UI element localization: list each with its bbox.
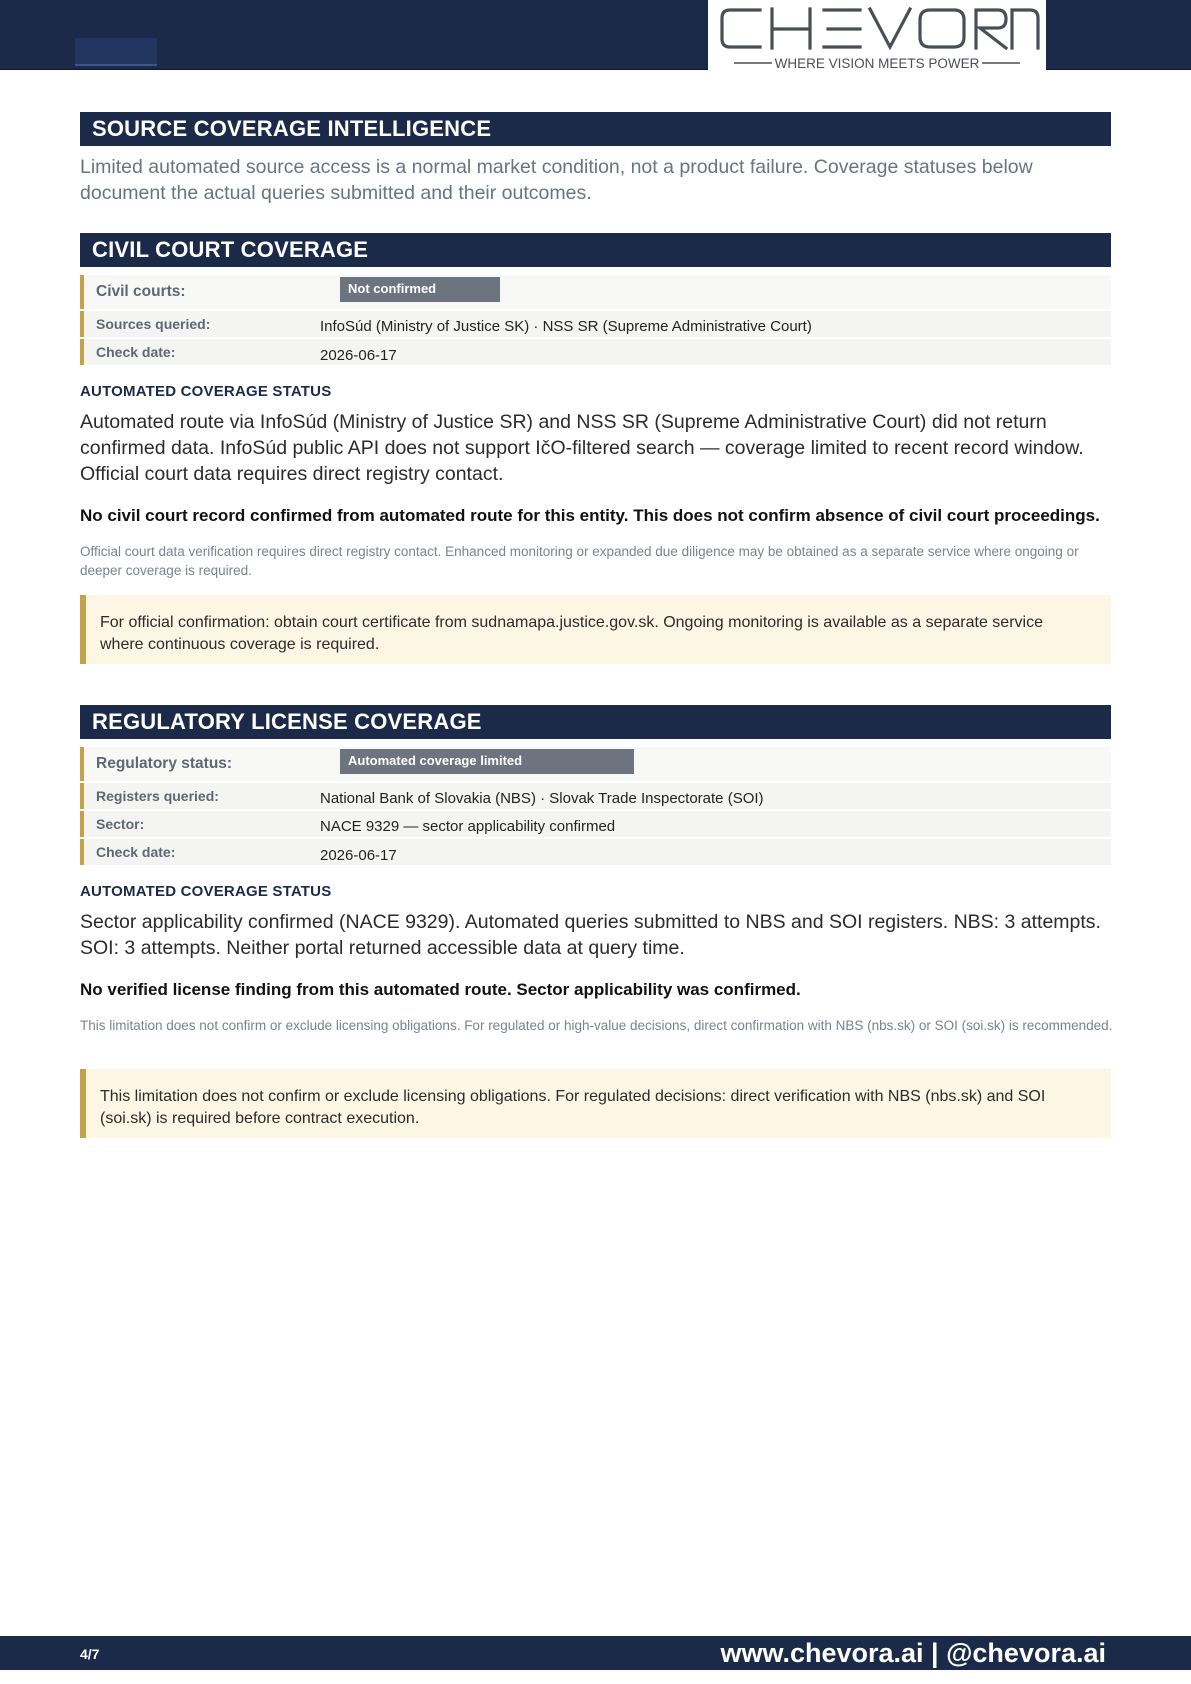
reg-registers-label: Registers queried: [96, 788, 219, 804]
reg-auto-status-text: Sector applicability confirmed (NACE 9329). Automated queries submitted to NBS and SOI registers. NBS: 3 attempts. SOI: 3 attempts. Neither portal returned accessible data at query time. [80, 911, 1101, 959]
civil-auto-status-label: AUTOMATED COVERAGE STATUS [80, 383, 332, 400]
logo-tagline: WHERE VISION MEETS POWER [774, 56, 980, 70]
footer-links: www.chevora.ai | @chevora.ai [720, 1638, 1106, 1668]
reg-sector-row [80, 811, 1111, 837]
civil-date-value: 2026-06-17 [320, 347, 397, 364]
reg-date-row [80, 839, 1111, 865]
section-header-source-coverage: SOURCE COVERAGE INTELLIGENCE [80, 112, 1111, 146]
civil-date-label: Check date: [96, 344, 176, 360]
reg-status-row [80, 747, 1111, 781]
reg-callout: This limitation does not confirm or exclude licensing obligations. For regulated decisions: direct verification with NBS (nbs.sk) and SOI (soi.sk) is required before contract execution. [80, 1069, 1111, 1138]
reg-registers-row [80, 783, 1111, 809]
civil-status-label: Civil courts: [96, 283, 186, 300]
brand-logo-mark [708, 0, 1046, 70]
status-badge: Automated coverage limited [340, 749, 634, 774]
reg-sector-value: NACE 9329 — sector applicability confirmed [320, 818, 616, 835]
section-header-civil-court: CIVIL COURT COVERAGE [80, 233, 1111, 267]
header-tab-marker [75, 38, 157, 66]
civil-bold-note: No civil court record confirmed from automated route for this entity. This does not confirm absence of civil court proceedings. [80, 506, 1100, 525]
civil-sources-label: Sources queried: [96, 316, 211, 332]
reg-registers-value: National Bank of Slovakia (NBS) · Slovak Trade Inspectorate (SOI) [320, 790, 764, 807]
civil-sources-row [80, 311, 1111, 337]
reg-status-label: Regulatory status: [96, 755, 233, 772]
reg-sector-label: Sector: [96, 816, 145, 832]
civil-callout: For official confirmation: obtain court certificate from sudnamapa.justice.gov.sk. Ongoing monitoring is available as a separate service where continuous coverage is required. [80, 595, 1111, 664]
status-badge: Not confirmed [340, 277, 500, 302]
reg-date-label: Check date: [96, 844, 176, 860]
footer-bar [0, 1636, 1191, 1670]
brand-logo [708, 0, 1046, 70]
reg-bold-note: No verified license finding from this automated route. Sector applicability was confirmed. [80, 980, 801, 999]
civil-auto-status-text: Automated route via InfoSúd (Ministry of Justice SR) and NSS SR (Supreme Administrative Court) did not return confirmed data. InfoSúd public API does not support IčO-filtered search — coverage limited to recent record window. Official court data requires direct registry contact. [80, 411, 1084, 485]
reg-auto-status-label: AUTOMATED COVERAGE STATUS [80, 883, 332, 900]
section-header-regulatory: REGULATORY LICENSE COVERAGE [80, 705, 1111, 739]
intro-text: Limited automated source access is a normal market condition, not a product failure. Coverage statuses below document the actual queries submitted and their outcomes. [80, 156, 1033, 204]
civil-small-note: Official court data verification requires direct registry contact. Enhanced monitoring or expanded due diligence may be obtained as a separate service where ongoing or deeper coverage is required. [80, 544, 1079, 578]
civil-status-row [80, 275, 1111, 309]
reg-date-value: 2026-06-17 [320, 847, 397, 864]
civil-date-row [80, 339, 1111, 365]
page-number: 4/7 [80, 1646, 100, 1662]
reg-small-note: This limitation does not confirm or exclude licensing obligations. For regulated or high-value decisions, direct confirmation with NBS (nbs.sk) or SOI (soi.sk) is recommended. [80, 1018, 1113, 1033]
civil-sources-value: InfoSúd (Ministry of Justice SK) · NSS SR (Supreme Administrative Court) [320, 318, 812, 335]
